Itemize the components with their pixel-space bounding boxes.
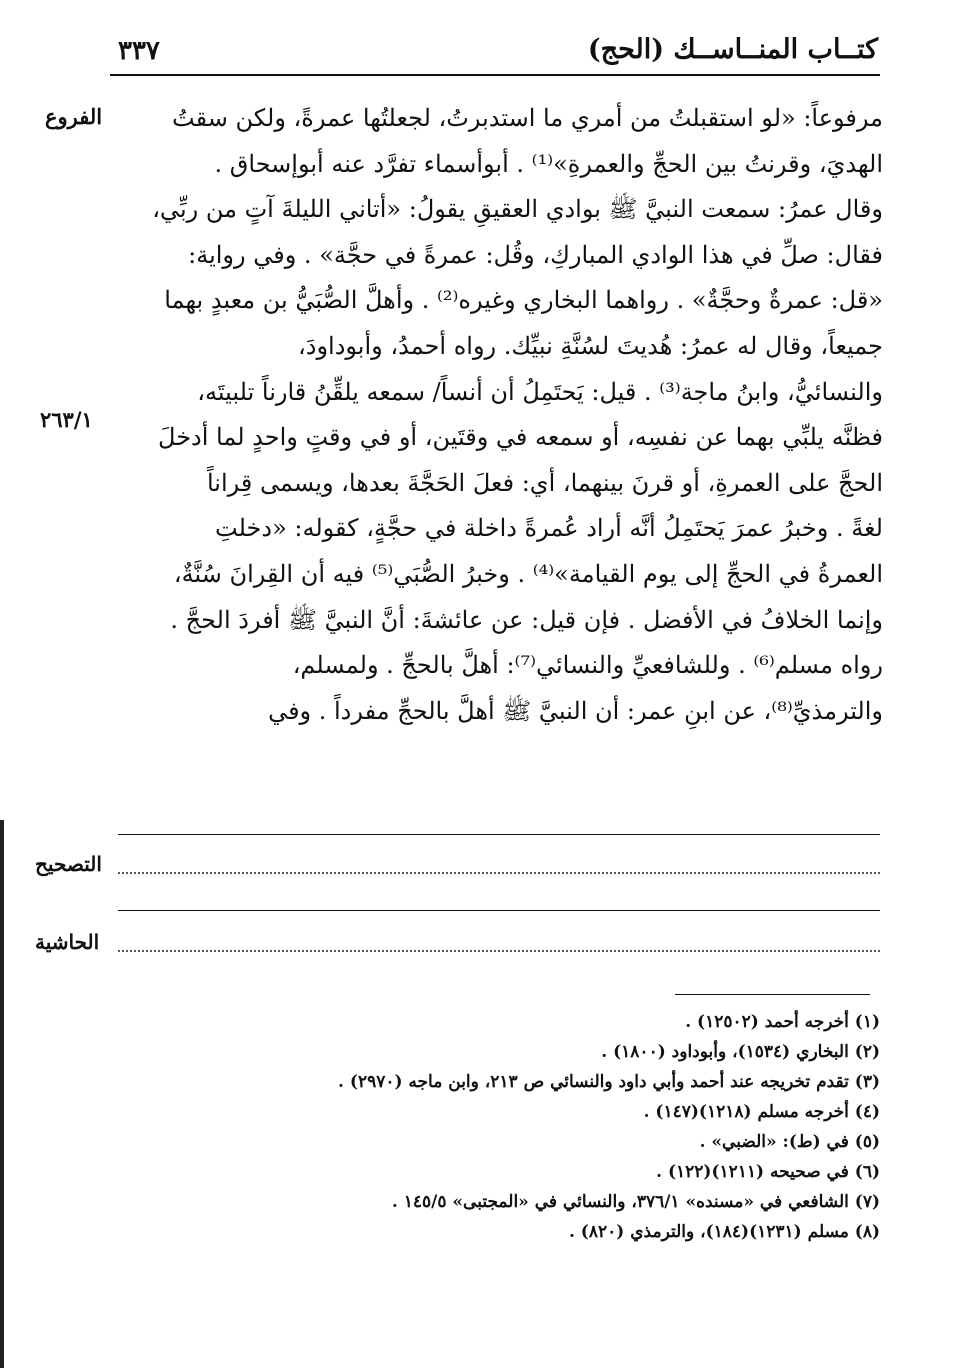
main-text (115, 96, 883, 734)
text-line: الهديَ، وقرنتُ بين الحجِّ والعمرةِ»⁽¹⁾ . أبوأسماء تفرَّد عنه أبوإسحاق . (214, 149, 883, 178)
footnote-item: (٢) البخاري (١٥٣٤)، وأبوداود (١٨٠٠) . (601, 1042, 880, 1062)
footnotes (100, 1007, 880, 1247)
text-line: فظنَّه يلبِّي بهما عن نفسِه، أو سمعه في وقتَين، أو في وقتٍ واحدٍ لما أدخلَ (158, 423, 883, 452)
footnote-item: (٥) في (ط): «الضبي» . (699, 1132, 880, 1152)
footnote-item: (٦) في صحيحه (١٢١١)(١٢٢) . (656, 1162, 880, 1182)
annotation-dotted-line (118, 950, 880, 952)
annotation-label: الحاشية (35, 930, 100, 954)
header-rule (110, 74, 880, 76)
footnote-item: (٧) الشافعي في «مسنده» ٣٧٦/١، والنسائي في «المجتبى» ١٤٥/٥ . (391, 1192, 880, 1212)
text-line: جميعاً، وقال له عمرُ: هُديتَ لسُنَّةِ نبيِّك. رواه أحمدُ، وأبوداودَ، (298, 331, 883, 360)
corrections-dotted-line (118, 872, 880, 874)
text-line: «قل: عمرةٌ وحجَّةٌ» . رواهما البخاري وغيره⁽²⁾ . وأهلَّ الصُّبَيُّ بن معبدٍ بهما (164, 286, 883, 315)
text-line: الحجَّ على العمرةِ، أو قرنَ بينهما، أي: فعلَ الحَجَّةَ بعدها، ويسمى قِراناً (206, 468, 883, 497)
book-title: كتــاب المنــاســك (الحج) (587, 34, 878, 65)
footnote-item: (٣) تقدم تخريجه عند أحمد وأبي داود والنسائي ص ٢١٣، وابن ماجه (٢٩٧٠) . (338, 1072, 880, 1092)
footnote-item: (٤) أخرجه مسلم (١٢١٨)(١٤٧) . (643, 1102, 880, 1122)
page-edge-shadow (0, 820, 4, 1368)
footnote-item: (١) أخرجه أحمد (١٢٥٠٢) . (685, 1012, 880, 1032)
text-line: لغةً . وخبرُ عمرَ يَحتَمِلُ أنَّه أراد عُمرةً داخلة في حجَّةٍ، كقوله: «دخلتِ (215, 514, 883, 543)
text-line: العمرةُ في الحجِّ إلى يوم القيامة»⁽⁴⁾ . وخبرُ الصُّبَي⁽⁵⁾ فيه أن القِرانَ سُنَّةٌ، (173, 559, 883, 588)
margin-section-label: الفروع (45, 104, 103, 129)
text-line: والنسائيُّ، وابنُ ماجة⁽³⁾ . قيل: يَحتَمِلُ أن أنساً/ سمعه يلقِّنُ قارناً تلبيتَه، (197, 377, 883, 406)
page-number: ٣٣٧ (118, 36, 160, 66)
margin-volume-page-reference: ٢٦٣/١ (40, 407, 93, 432)
text-line: فقال: صلِّ في هذا الوادي المباركِ، وقُل: عمرةً في حجَّة» . وفي رواية: (188, 240, 883, 269)
corrections-top-rule (118, 834, 880, 835)
page-header (110, 34, 880, 76)
text-line: رواه مسلم⁽⁶⁾ . وللشافعيِّ والنسائي⁽⁷⁾: أهلَّ بالحجِّ . ولمسلم، (292, 651, 883, 680)
corrections-label: التصحيح (35, 852, 102, 876)
footnote-rule (675, 994, 870, 995)
text-line: مرفوعاً: «لو استقبلتُ من أمري ما استدبرتُ، لجعلتُها عمرةً، ولكن سقتُ (172, 104, 883, 132)
annotation-top-rule (118, 910, 880, 911)
text-line: وقال عمرُ: سمعت النبيَّ ﷺ بوادي العقيقِ يقولُ: «أتاني الليلةَ آتٍ من ربِّي، (152, 195, 883, 224)
text-line: والترمذيِّ⁽⁸⁾، عن ابنِ عمر: أن النبيَّ ﷺ أهلَّ بالحجِّ مفرداً . وفي (268, 696, 883, 725)
text-line: وإنما الخلافُ في الأفضل . فإن قيل: عن عائشةَ: أنَّ النبيَّ ﷺ أفردَ الحجَّ . (170, 605, 883, 634)
footnote-item: (٨) مسلم (١٢٣١)(١٨٤)، والترمذي (٨٢٠) . (568, 1222, 880, 1242)
